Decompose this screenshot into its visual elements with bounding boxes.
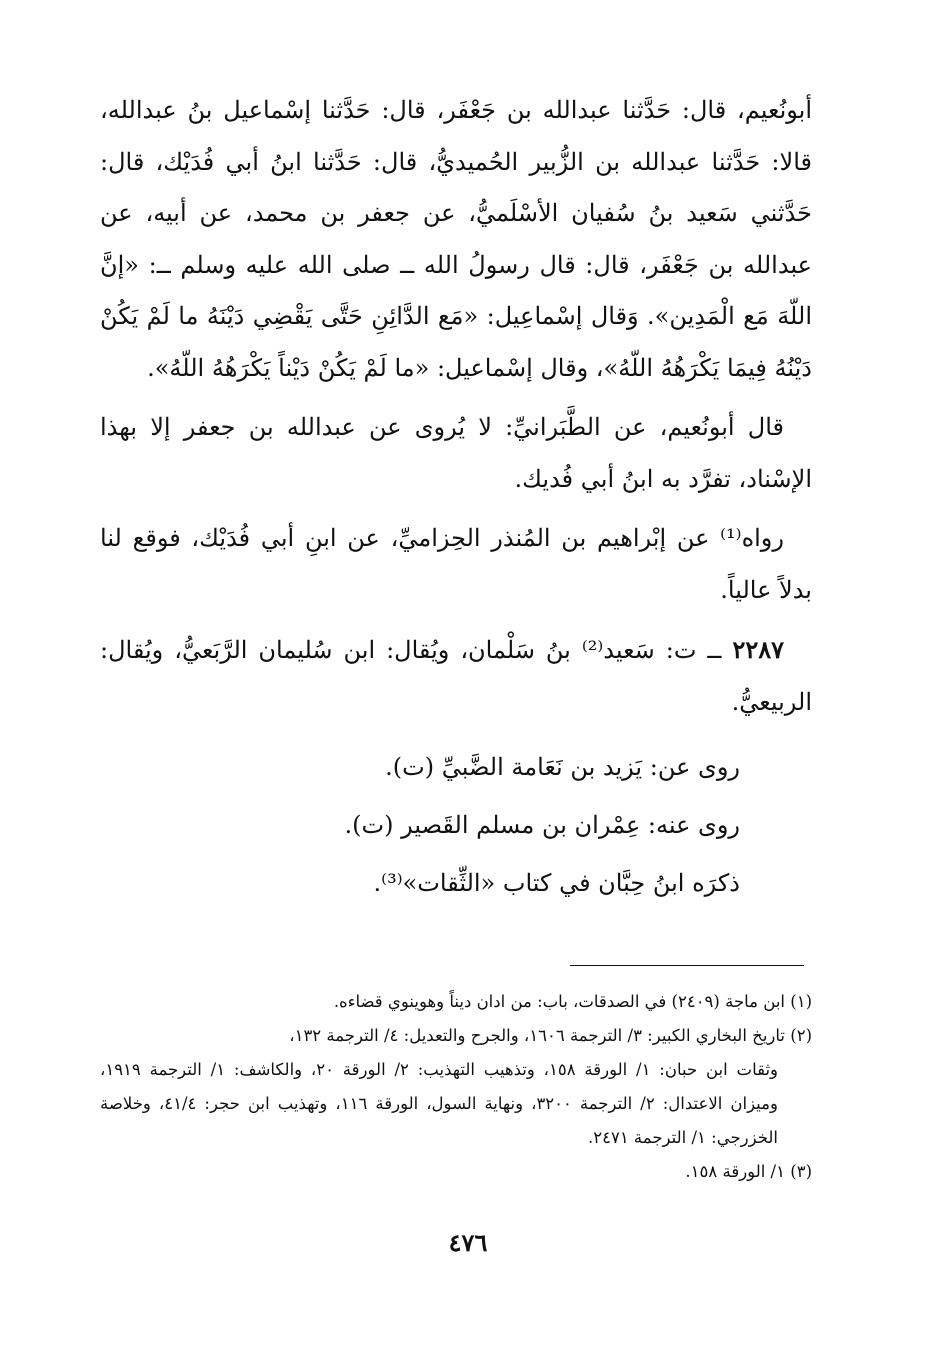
footnote-1: (١) ابن ماجة (٢٤٠٩) في الصدقات، باب: من ادان ديناً وهوينوي قضاءه. bbox=[333, 992, 812, 1011]
hadith-paragraph: أبونُعيم، قال: حَدَّثنا عبدالله بن جَعْفَر، قال: حَدَّثنا إسْماعيل بنُ عبدالله، قالا: حَدَّثنا عبدالله بن الزُّبير الحُميديُّ، قال: حَدَّثنا ابنُ أبي فُدَيْك، قال: حَدَّثني سَعيد بنُ سُفيان الأسْلَميُّ، عن جعفر بن محمد، عن أبيه، عن عبدالله بن جَعْفَر، قال: قال رسولُ الله ــ صلى الله عليه وسلم ــ: «إنَّ اللّهَ مَع الْمَدِين». وَقال إسْماعِيل: «مَع الدَّائِنِ حَتَّى يَقْضِي دَيْنَهُ ما لَمْ يَكُنْ دَيْنُهُ فِيمَا يَكْرَهُهُ اللّهُ»، وقال إسْماعيل: «ما لَمْ يَكُنْ دَيْناً يَكْرَهُهُ اللّهُ». bbox=[100, 96, 812, 382]
narration-paragraph: رواه⁽¹⁾ عن إبْراهيم بن المُنذر الحِزاميِّ، عن ابنِ أبي فُدَيْك، فوقع لنا بدلاً عالياً. bbox=[100, 524, 812, 604]
mentioned-line: ذكرَه ابنُ حِبَّان في كتاب «الثِّقات»⁽³⁾. bbox=[373, 869, 740, 897]
narrated-from-line: روى عن: يَزيد بن نَعَامة الضَّبيِّ (ت). bbox=[385, 753, 740, 781]
tabarani-note-paragraph: قال أبونُعيم، عن الطَّبَرانيِّ: لا يُروى عن عبدالله بن جعفر إلا بهذا الإسْناد، تفرَّد به ابنُ أبي فُديك. bbox=[100, 413, 812, 493]
footnotes bbox=[100, 985, 812, 1189]
footnote-3: (٣) ١/ الورقة ١٥٨. bbox=[685, 1162, 812, 1181]
entry-details bbox=[100, 738, 812, 912]
narrated-by-line: روى عنه: عِمْران بن مسلم القَصير (ت). bbox=[344, 811, 740, 839]
footnote-2-continuation: وثقات ابن حبان: ١/ الورقة ١٥٨، وتذهيب التهذيب: ٢/ الورقة ٢٠، والكاشف: ١/ الترجمة ١٩١٩، وميزان الاعتدال: ٢/ الترجمة ٣٢٠٠، ونهاية السول، الورقة ١١٦، وتهذيب ابن حجر: ٤١/٤، وخلاصة الخزرجي: ١/ الترجمة ٢٤٧١. bbox=[100, 1060, 779, 1147]
footnote-divider bbox=[570, 965, 804, 966]
page-number: ٤٧٦ bbox=[448, 1228, 488, 1257]
footnote-2-first-line: (٢) تاريخ البخاري الكبير: ٣/ الترجمة ١٦٠٦، والجرح والتعديل: ٤/ الترجمة ١٣٢، bbox=[289, 1026, 812, 1045]
entry-number: ٢٢٨٧ bbox=[732, 635, 784, 664]
main-text bbox=[100, 85, 812, 912]
entry-heading-paragraph bbox=[100, 624, 812, 728]
entry-text: ــ ت: سَعيد⁽²⁾ بنُ سَلْمان، ويُقال: ابن سُليمان الرَّبَعيُّ، ويُقال: الربيعيُّ. bbox=[100, 636, 812, 716]
